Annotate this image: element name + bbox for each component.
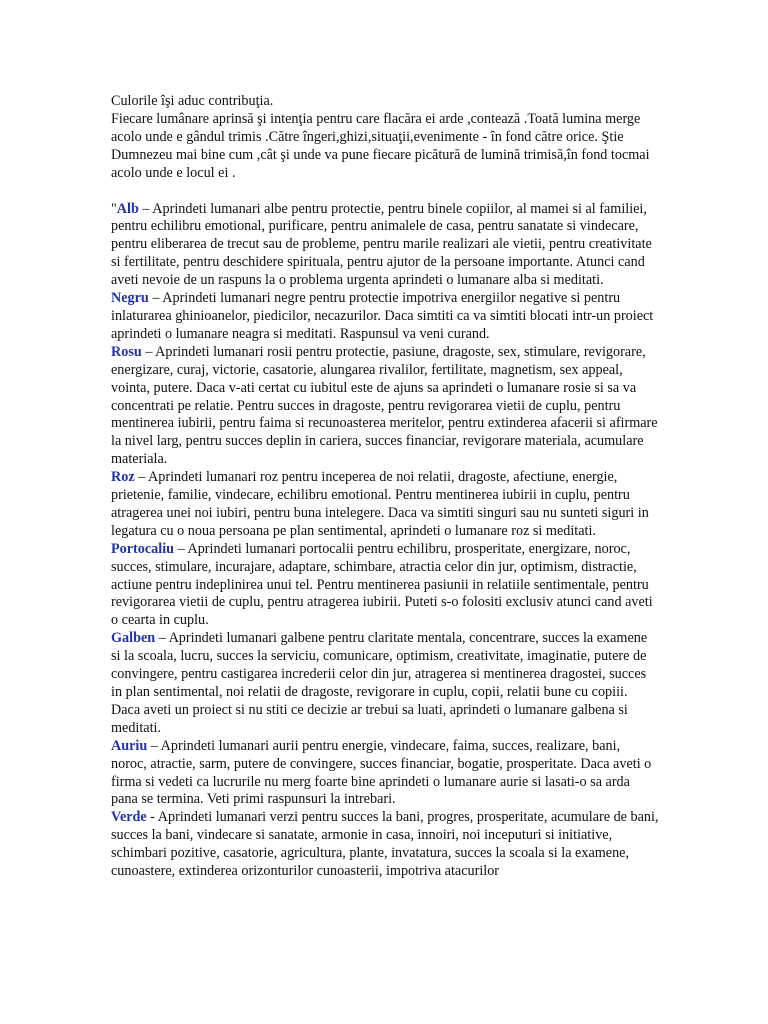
color-entry-alb [111,201,659,291]
color-entry-verde [111,809,659,881]
color-description: Aprindeti lumanari verzi pentru succes la bani, progres, prosperitate, acumulare de bani, succes la bani, vindecare si sanatate, armonie in casa, innoiri, noi inceputuri si initiative, schimbari pozitive, casatorie, agricultura, plante, invatatura, succes la scoala si la examene, cunoastere, extinderea orizonturilor cunoasterii, impotriva atacurilor [111,809,659,880]
color-name-verde: Verde [111,809,147,826]
intro-paragraph [111,93,659,183]
color-entry-roz [111,469,659,541]
separator: – [134,469,149,486]
color-name-negru: Negru [111,290,149,307]
color-description: Aprindeti lumanari portocalii pentru echilibru, prosperitate, energizare, noroc, succes, stimulare, incurajare, adaptare, schimbare, atractia celor din jur, optimism, distractie, actiune pentru indeplinirea unui tel. Pentru mentinerea pasiunii in relatiile sentimentale, pentru revigorarea vietii de cuplu, pentru atragerea iubirii. Puteti s-o folositi exclusiv atunci cand aveti o cearta in cuplu. [111,540,653,629]
intro-first-line: Culorile îşi aduc contribuţia. [111,93,274,109]
separator: – [148,290,163,307]
color-description: Aprindeti lumanari negre pentru protectie impotriva energiilor negative si pentru inlaturarea ghinioanelor, piedicilor, necazurilor. Daca simtiti ca va simtiti blocati intr-un proiect aprindeti o lumanare neagra si meditati. Raspunsul va veni curand. [111,290,654,342]
color-description: Aprindeti lumanari albe pentru protectie, pentru binele copiilor, al mamei si al familiei, pentru echilibru emotional, purificare, pentru animalele de casa, pentru sanatate si vindecare, pentru eliberarea de trecut sau de probleme, pentru marile realizari ale vietii, pentru creativitate si fertilitate, pentru deschidere spirituala, pentru ajutor de la persoane importante. Atunci cand aveti nevoie de un raspuns la o problema urgenta aprindeti o lumanare alba si meditati. [111,200,652,289]
intro-text: Fiecare lumânare aprinsă şi intenţia pentru care flacăra ei arde ,contează .Toată lumina merge acolo unde e gândul trimis .Către îngeri,ghizi,situaţii,evenimente - în fond către orice. Ştie Dumnezeu mai bine cum ,cât şi unde va pune fiecare picătură de lumină trimisă,în fond tocmai acolo unde e locul ei . [111,110,650,181]
color-name-portocaliu: Portocaliu [111,540,175,557]
color-description: Aprindeti lumanari roz pentru inceperea de noi relatii, dragoste, afectiune, energie, prietenie, familie, vindecare, echilibru emotional. Pentru mentinerea iubirii in cuplu, pentru atragerea unei noi iubiri, pentru buna intelegere. Daca va simtiti singuri sau nu sunteti siguri in legatura cu o noua persoana pe plan sentimental, aprindeti o lumanare roz si meditati. [111,469,649,539]
color-name-galben: Galben [111,630,156,647]
separator: – [147,737,161,754]
color-entry-rosu [111,344,659,469]
separator: - [146,809,158,826]
separator: – [174,540,188,557]
color-entry-negru [111,290,659,344]
color-description: Aprindeti lumanari aurii pentru energie, vindecare, faima, succes, realizare, bani, noroc, atractie, sarm, putere de convingere, succes financiar, bogatie, prosperitate. Daca aveti o firma si vedeti ca lucrurile nu merg foarte bine aprindeti o lumanare aurie si lasati-o sa arda pana se termina. Veti primi raspunsuri la intrebari. [111,737,652,808]
color-name-rosu: Rosu [111,343,142,360]
color-name-roz: Roz [111,469,135,486]
color-entry-auriu [111,738,659,810]
color-entry-portocaliu [111,541,659,631]
quote-mark: " [111,200,117,217]
color-description: Aprindeti lumanari rosii pentru protectie, pasiune, dragoste, sex, stimulare, revigorare, energizare, curaj, victorie, casatorie, alungarea rivalilor, fertilitate, magnetism, sex appeal, vointa, putere. Daca v-ati certat cu iubitul este de ajuns sa aprindeti o lumanare rosie si sa va concentrati pe relatie. Pentru succes in dragoste, pentru revigorarea vietii de cuplu, pentru mentinerea iubirii, pentru faima si recunoasterea meritelor, pentru extinderea afacerii si afirmare la nivel larg, pentru succes deplin in cariera, succes financiar, revigorare materiala, acumulare materiala. [111,343,658,468]
color-description: Aprindeti lumanari galbene pentru claritate mentala, concentrare, succes la examene si la scoala, lucru, succes la serviciu, comunicare, optimism, creativitate, imaginatie, putere de convingere, pentru castigarea increderii celor din jur, atragerea si mentinerea dragostei, succes in plan sentimental, noi relatii de dragoste, revigorare in cuplu, copii, relatii bune cu copiii. Daca aveti un proiect si nu stiti ce decizie ar trebui sa luati, aprindeti o lumanare galbena si meditati. [111,630,648,736]
document-page [111,93,659,881]
color-name-alb: Alb [116,200,139,217]
separator: – [141,343,156,360]
separator: – [138,200,153,217]
separator: – [155,630,169,647]
color-name-auriu: Auriu [111,737,148,754]
color-entry-galben [111,630,659,737]
